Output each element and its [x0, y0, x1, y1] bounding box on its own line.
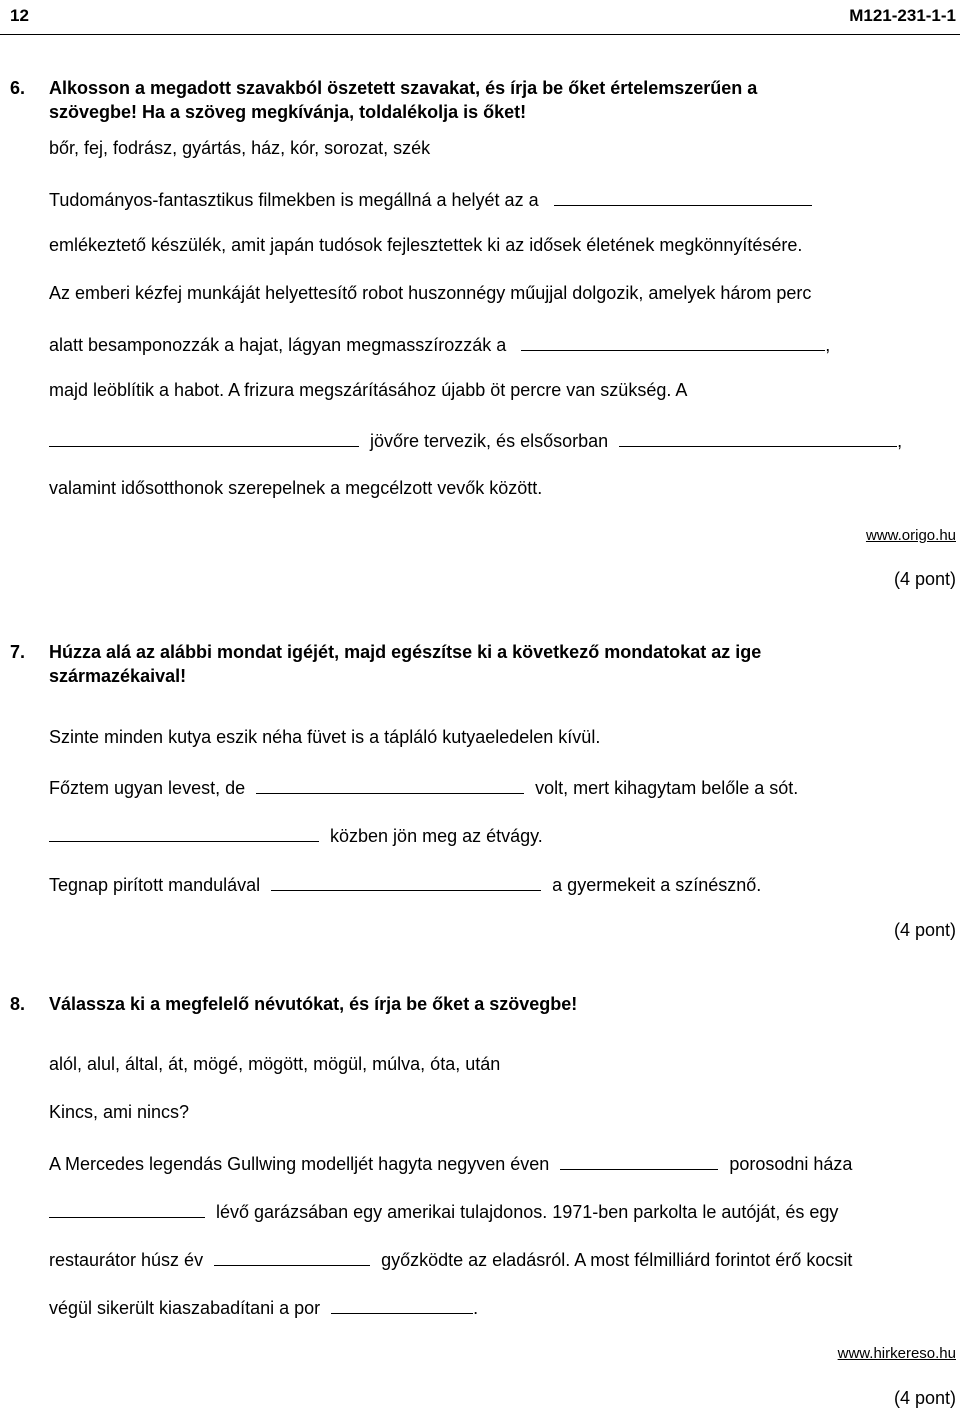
task8-line-2 — [49, 1197, 838, 1224]
task8-text-1a: A Mercedes legendás Gullwing modelljét hagyta negyven éven — [49, 1154, 550, 1174]
task6-blank-3[interactable] — [49, 426, 359, 447]
task7-text-2: közben jön meg az étvágy. — [330, 826, 543, 846]
task8-text-4b: . — [473, 1298, 479, 1318]
task6-source: www.origo.hu — [865, 527, 956, 544]
task7-text-3a: Tegnap pirított mandulával — [49, 875, 261, 895]
task6-text-1: Tudományos-fantasztikus filmekben is megállná a helyét az a — [49, 190, 539, 210]
task6-instruction-1: Alkosson a megadott szavakból öszetett szavakat, és írja be őket értelemszerűen a — [49, 78, 758, 98]
task6-text-7: valamint idősotthonok szerepelnek a megcélzott vevők között. — [49, 478, 543, 498]
task8-text-3a: restaurátor húsz év — [49, 1250, 204, 1270]
task7-instruction-1: Húzza alá az alábbi mondat igéjét, majd egészítse ki a következő mondatokat az ige — [49, 642, 762, 662]
task6-line-4 — [49, 330, 830, 357]
task6-text-3: Az emberi kézfej munkáját helyettesítő robot huszonnégy műujjal dolgozik, amelyek három perc — [49, 283, 812, 303]
task8-word-bank: alól, alul, által, át, mögé, mögött, mögül, múlva, óta, után — [49, 1054, 501, 1074]
task7-line-2 — [49, 821, 543, 848]
task7-text-1b: volt, mert kihagytam belőle a sót. — [535, 778, 799, 798]
task6-text-6b: , — [897, 431, 903, 451]
task6-blank-2[interactable] — [521, 330, 825, 351]
task7-text-3b: a gyermekeit a színésznő. — [552, 875, 762, 895]
task6-line-6 — [49, 426, 902, 453]
task8-text-3b: győzködte az eladásról. A most félmilliárd forintot érő kocsit — [381, 1250, 853, 1270]
task8-instruction: Válassza ki a megfelelő névutókat, és írja be őket a szövegbe! — [49, 994, 578, 1014]
task6-blank-4[interactable] — [619, 426, 897, 447]
task6-text-5: majd leöblítik a habot. A frizura megszárításához újabb öt percre van szükség. A — [49, 380, 688, 400]
task8-blank-2[interactable] — [49, 1197, 205, 1218]
task6-text-2: emlékeztető készülék, amit japán tudósok fejlesztettek ki az idősek életének megkönnyítésére. — [49, 235, 803, 255]
task8-text-1b: porosodni háza — [729, 1154, 853, 1174]
task8-text-4a: végül sikerült kiaszabadítani a por — [49, 1298, 321, 1318]
task6-blank-1[interactable] — [554, 185, 812, 206]
page-number: 12 — [10, 6, 29, 25]
task8-line-1 — [49, 1149, 852, 1176]
task6-line-1 — [49, 185, 812, 212]
task7-instruction-2: származékaival! — [49, 666, 187, 686]
task8-title: Kincs, ami nincs? — [49, 1102, 190, 1122]
task8-text-2: lévő garázsában egy amerikai tulajdonos. 1971-ben parkolta le autóját, és egy — [216, 1202, 839, 1222]
task6-points: (4 pont) — [893, 569, 956, 589]
task8-line-4 — [49, 1293, 478, 1320]
task7-points: (4 pont) — [893, 920, 956, 940]
task7-text-1a: Főztem ugyan levest, de — [49, 778, 246, 798]
task7-blank-2[interactable] — [49, 821, 319, 842]
task7-blank-3[interactable] — [271, 870, 541, 891]
task7-blank-1[interactable] — [256, 773, 524, 794]
task7-line-3 — [49, 870, 761, 897]
task6-text-4a: alatt besamponozzák a hajat, lágyan megmasszírozzák a — [49, 335, 507, 355]
task8-blank-3[interactable] — [214, 1245, 370, 1266]
task6-word-bank: bőr, fej, fodrász, gyártás, ház, kór, sorozat, szék — [49, 138, 431, 158]
task6-text-4b: , — [825, 335, 831, 355]
document-code: M121-231-1-1 — [849, 6, 956, 25]
task8-source: www.hirkereso.hu — [837, 1345, 956, 1362]
task8-blank-4[interactable] — [331, 1293, 473, 1314]
task8-line-3 — [49, 1245, 852, 1272]
task6-number: 6. — [10, 78, 26, 98]
task8-points: (4 pont) — [893, 1388, 956, 1408]
task7-line-1 — [49, 773, 798, 800]
task7-number: 7. — [10, 642, 26, 662]
page-header — [0, 0, 960, 35]
task6-instruction-2: szövegbe! Ha a szöveg megkívánja, toldalékolja is őket! — [49, 102, 527, 122]
task8-blank-1[interactable] — [560, 1149, 718, 1170]
task6-text-6a: jövőre tervezik, és elsősorban — [370, 431, 609, 451]
task7-sentence: Szinte minden kutya eszik néha füvet is a tápláló kutyaeledelen kívül. — [49, 727, 601, 747]
task8-number: 8. — [10, 994, 26, 1014]
